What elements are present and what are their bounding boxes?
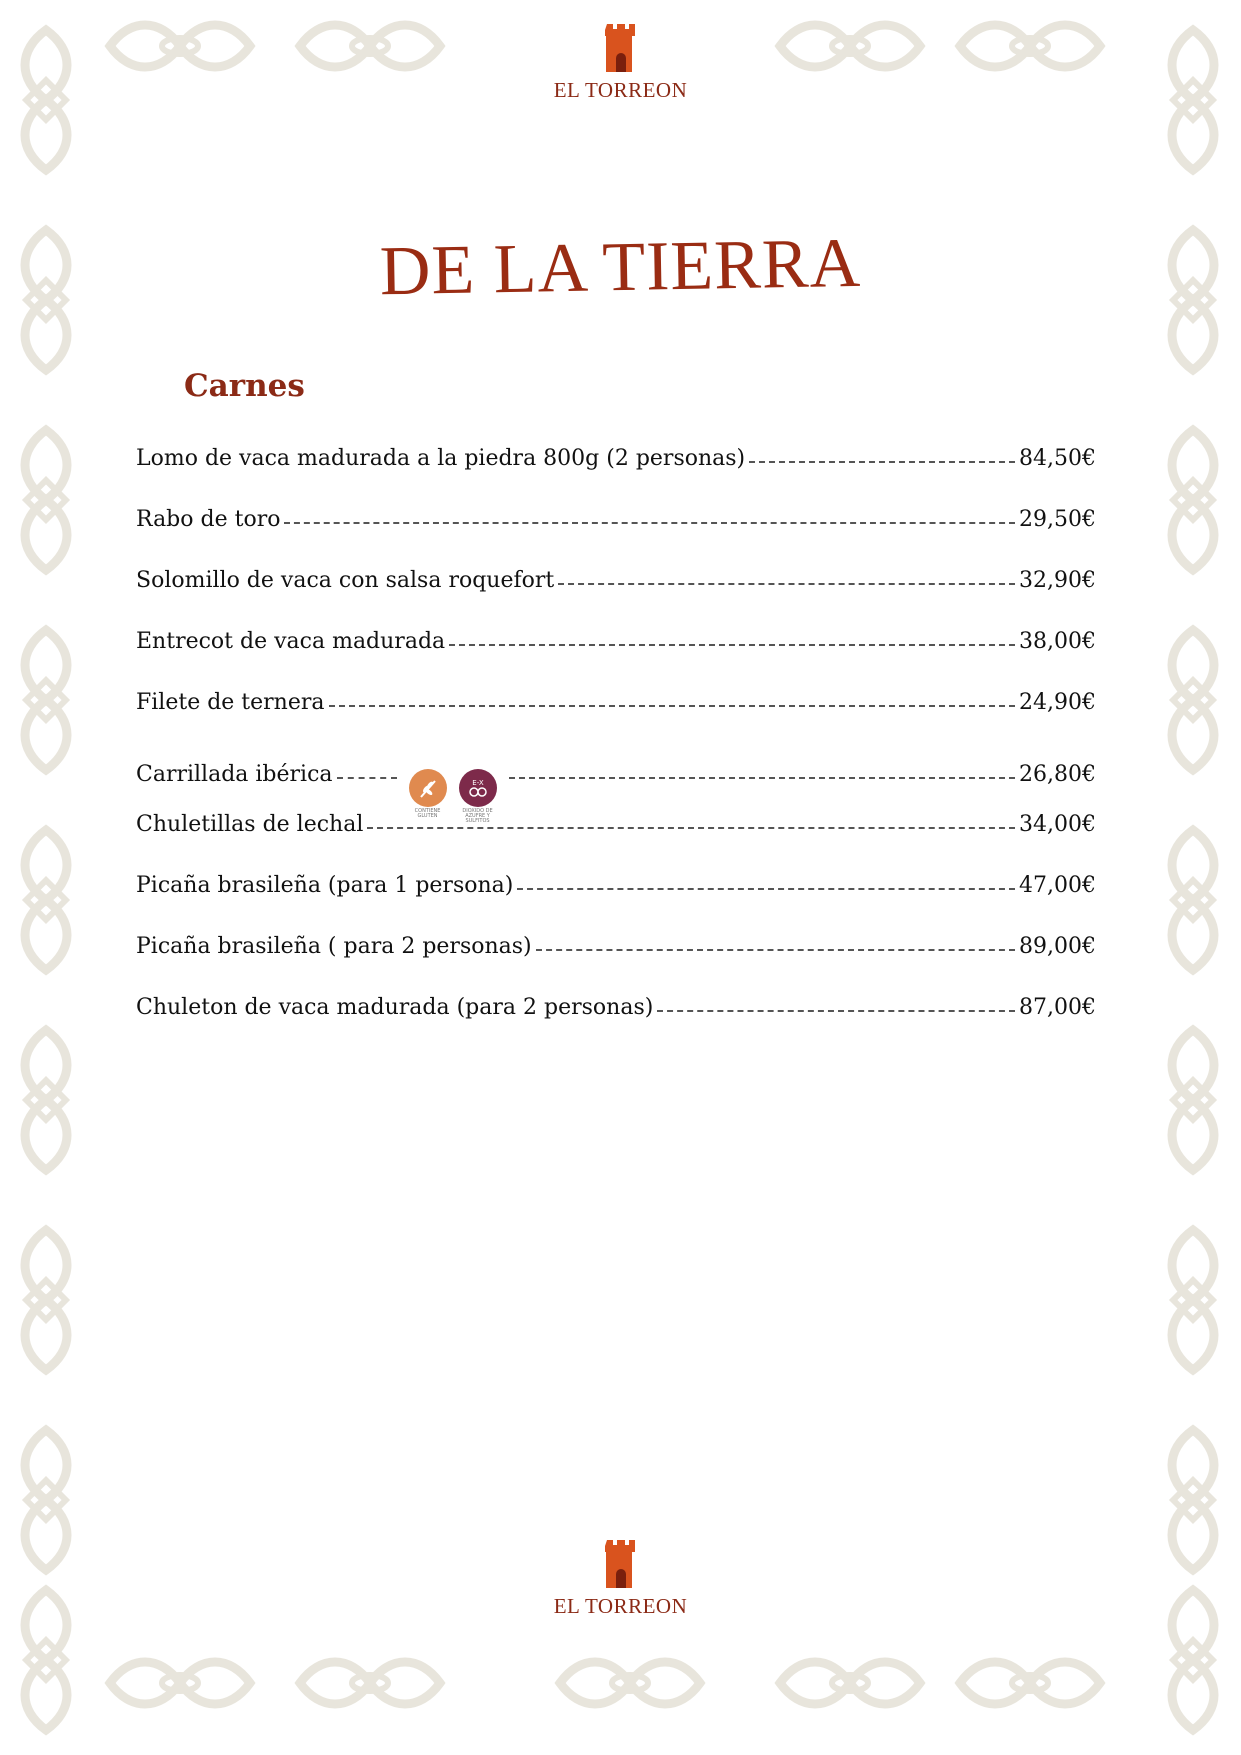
allergen-caption: DIOXIDO DE AZUFRE Y SULFITOS bbox=[462, 808, 493, 824]
menu-item-price: 29,50€ bbox=[1019, 507, 1096, 532]
menu-item-name: Carrillada ibérica bbox=[136, 762, 333, 787]
menu-item-name: Chuletillas de lechal bbox=[136, 812, 364, 837]
dotted-leader bbox=[509, 777, 1015, 779]
dotted-leader bbox=[517, 888, 1015, 890]
dotted-leader bbox=[536, 949, 1015, 951]
menu-item bbox=[136, 751, 1096, 824]
brand-name: EL TORREON bbox=[553, 78, 688, 102]
brand-name: EL TORREON bbox=[553, 1594, 688, 1618]
menu-item-name: Entrecot de vaca madurada bbox=[136, 629, 446, 654]
menu-item-name: Lomo de vaca madurada a la piedra 800g (2 personas) bbox=[136, 446, 746, 471]
gluten-wheat-icon bbox=[409, 769, 447, 807]
menu-item bbox=[136, 873, 1096, 934]
allergen-badge-sulfite bbox=[457, 769, 499, 824]
menu-list bbox=[136, 446, 1096, 1056]
allergen-badge-gluten bbox=[407, 769, 449, 824]
dotted-leader bbox=[284, 522, 1015, 524]
brand-logo-top bbox=[0, 22, 1241, 103]
menu-item-name: Filete de ternera bbox=[136, 690, 325, 715]
dotted-leader bbox=[449, 644, 1015, 646]
dotted-leader bbox=[558, 583, 1015, 585]
menu-item-price: 47,00€ bbox=[1019, 873, 1096, 898]
section-title: Carnes bbox=[184, 368, 305, 404]
menu-item bbox=[136, 934, 1096, 995]
tower-icon bbox=[605, 1538, 637, 1590]
dotted-leader bbox=[329, 705, 1016, 707]
dotted-leader bbox=[749, 461, 1015, 463]
menu-item-price: 38,00€ bbox=[1019, 629, 1096, 654]
allergen-caption: CONTIENE GLUTEN bbox=[414, 808, 441, 819]
menu-item-name: Picaña brasileña (para 1 persona) bbox=[136, 873, 514, 898]
menu-item bbox=[136, 812, 1096, 873]
menu-item bbox=[136, 690, 1096, 751]
menu-item-name: Rabo de toro bbox=[136, 507, 281, 532]
menu-item bbox=[136, 507, 1096, 568]
menu-item-name: Picaña brasileña ( para 2 personas) bbox=[136, 934, 532, 959]
menu-item-price: 89,00€ bbox=[1019, 934, 1096, 959]
menu-item bbox=[136, 995, 1096, 1056]
menu-item-price: 34,00€ bbox=[1019, 812, 1096, 837]
brand-logo-bottom bbox=[0, 1538, 1241, 1619]
dotted-leader bbox=[657, 1010, 1015, 1012]
sulfite-label: E-X bbox=[471, 779, 484, 787]
menu-item bbox=[136, 568, 1096, 629]
page-title: DE LA TIERRA bbox=[379, 224, 862, 311]
menu-item-price: 32,90€ bbox=[1019, 568, 1096, 593]
tower-icon bbox=[605, 22, 637, 74]
sulfite-icon bbox=[459, 769, 497, 807]
allergen-badges bbox=[407, 769, 499, 824]
menu-item bbox=[136, 446, 1096, 507]
menu-item bbox=[136, 629, 1096, 690]
menu-item-price: 84,50€ bbox=[1019, 446, 1096, 471]
dotted-leader bbox=[337, 777, 397, 779]
menu-item-name: Chuleton de vaca madurada (para 2 personas) bbox=[136, 995, 654, 1020]
menu-item-price: 26,80€ bbox=[1019, 762, 1096, 787]
menu-item-price: 24,90€ bbox=[1019, 690, 1096, 715]
menu-item-name: Solomillo de vaca con salsa roquefort bbox=[136, 568, 555, 593]
menu-item-price: 87,00€ bbox=[1019, 995, 1096, 1020]
dotted-leader bbox=[367, 827, 1015, 829]
